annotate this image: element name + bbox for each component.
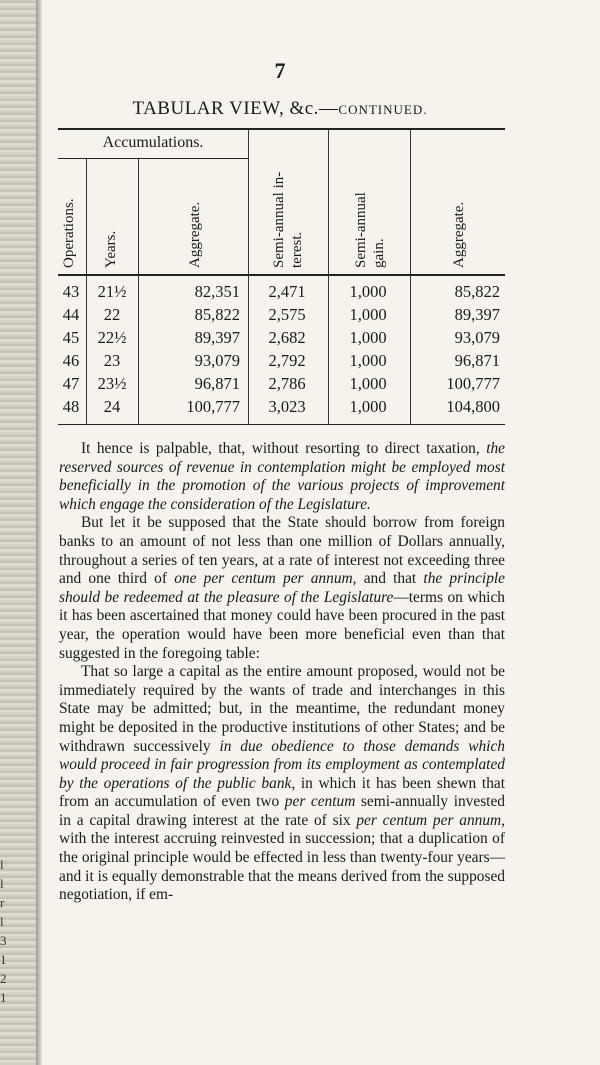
document-page [55,0,505,1065]
margin-mark: r [0,895,5,910]
cell-aggregate-final: 100,777 [446,374,500,393]
cell-semi-annual-interest: 3,023 [268,397,306,416]
text-run: and that [356,570,424,588]
cell-aggregate-final: 96,871 [454,351,500,370]
cell-aggregate: 100,777 [186,397,240,416]
cell-aggregate-final: 89,397 [454,305,500,324]
cell-years: 22 [103,305,121,324]
italic-text: per centum per annum, [356,811,505,829]
cell-operations: 48 [62,397,80,416]
cell-semi-annual-gain: 1,000 [349,282,387,301]
column-divider [328,130,329,424]
column-divider [248,130,249,424]
column-header-operations: Operations. [61,198,77,268]
text-run: semi-annually invested in a capital drawing interest at the rate of six [59,793,505,829]
italic-text: the principle should be redeemed at the pleasure of the Legislature [59,570,506,606]
cell-operations: 44 [62,305,80,324]
group-header-accumulations: Accumulations. [102,134,204,151]
italic-text: per centum [284,793,356,811]
column-header-aggregate: Aggregate. [187,201,203,268]
column-header-semi-annual-gain: Semi-annual gain. [353,192,387,268]
accumulations-table [58,128,505,428]
margin-mark: l [0,914,4,929]
margin-mark: l [0,876,4,891]
italic-text: in due obedience to those demands which would proceed in fair progression from its employment as contemplated by the operations of the public bank, [59,737,505,792]
column-divider [410,130,411,424]
italic-text: one per centum per annum, [174,570,357,588]
cell-semi-annual-interest: 2,575 [268,305,306,324]
column-divider [86,159,87,424]
italic-text: the reserved sources of revenue in contemplation might be employed most beneficially in the promotion of the various projects of improvement which engage the consideration of the Legislature. [59,440,505,513]
table-title-continued: CONTINUED. [338,102,428,117]
column-divider [138,159,139,424]
column-header-semi-annual-interest: Semi-annual in- terest. [271,171,305,268]
table-bottom-rule [58,424,505,425]
cell-years: 23½ [97,374,127,393]
column-header-years: Years. [103,230,119,268]
page-number: 7 [274,58,286,83]
margin-marks [0,855,8,1007]
body-text [59,440,505,905]
paragraph [59,514,505,663]
cell-aggregate-final: 93,079 [454,328,500,347]
cell-semi-annual-gain: 1,000 [349,397,387,416]
margin-mark: 3 [0,933,7,948]
margin-mark: 2 [0,971,7,986]
cell-years: 21½ [97,282,127,301]
cell-aggregate: 82,351 [194,282,240,301]
cell-aggregate: 93,079 [194,351,240,370]
table-title [55,98,505,120]
text-run: with the interest accruing reinvested in succession; that a duplication of the original principle would be effected in less than twenty-four years—and it is equally demonstrable that the means derived from the supposed negotiation, if em- [59,830,505,904]
cell-semi-annual-interest: 2,471 [268,282,306,301]
cell-semi-annual-gain: 1,000 [349,351,387,370]
margin-mark: l [0,857,4,872]
cell-years: 24 [103,397,121,416]
cell-aggregate: 85,822 [194,305,240,324]
margin-mark: 1 [0,952,7,967]
cell-operations: 45 [62,328,80,347]
cell-semi-annual-gain: 1,000 [349,374,387,393]
cell-years: 23 [103,351,121,370]
table-top-rule [58,128,505,130]
header-bottom-rule [58,274,505,276]
cell-semi-annual-interest: 2,792 [268,351,306,370]
cell-aggregate: 96,871 [194,374,240,393]
cell-semi-annual-interest: 2,786 [268,374,306,393]
paragraph [59,663,505,905]
cell-operations: 46 [62,351,80,370]
paragraph [59,440,505,514]
cell-semi-annual-gain: 1,000 [349,328,387,347]
cell-semi-annual-gain: 1,000 [349,305,387,324]
table-title-main: TABULAR VIEW, &c.— [132,98,339,119]
cell-aggregate: 89,397 [194,328,240,347]
cell-operations: 43 [62,282,80,301]
margin-mark: 1 [0,990,7,1005]
text-run: But let it be supposed that the State should borrow from foreign banks to an amount of not less than one million of Dollars annually, throughout a series of ten years, at a rate of interest not exceeding three and one third of [59,514,505,588]
column-header-aggregate-final: Aggregate. [451,201,467,268]
cell-semi-annual-interest: 2,682 [268,328,306,347]
cell-operations: 47 [62,374,80,393]
text-run: That so large a capital as the entire amount proposed, would not be immediately required by the wants of trade and interchanges in this State may be admitted; but, in the meantime, the redundant money might be deposited in the productive institutions of other States; and be withdrawn successively [59,663,505,755]
text-run: It hence is palpable, that, without resorting to direct taxation, [81,440,487,457]
cell-aggregate-final: 85,822 [454,282,500,301]
text-run: in which it has been shewn that from an accumulation of even two [59,774,506,811]
cell-years: 22½ [97,328,127,347]
cell-aggregate-final: 104,800 [446,397,500,416]
text-run: —terms on which it has been ascertained that money could have been procured in the past year, the operation would have been more beneficial even than that suggested in the foregoing table: [59,588,505,662]
